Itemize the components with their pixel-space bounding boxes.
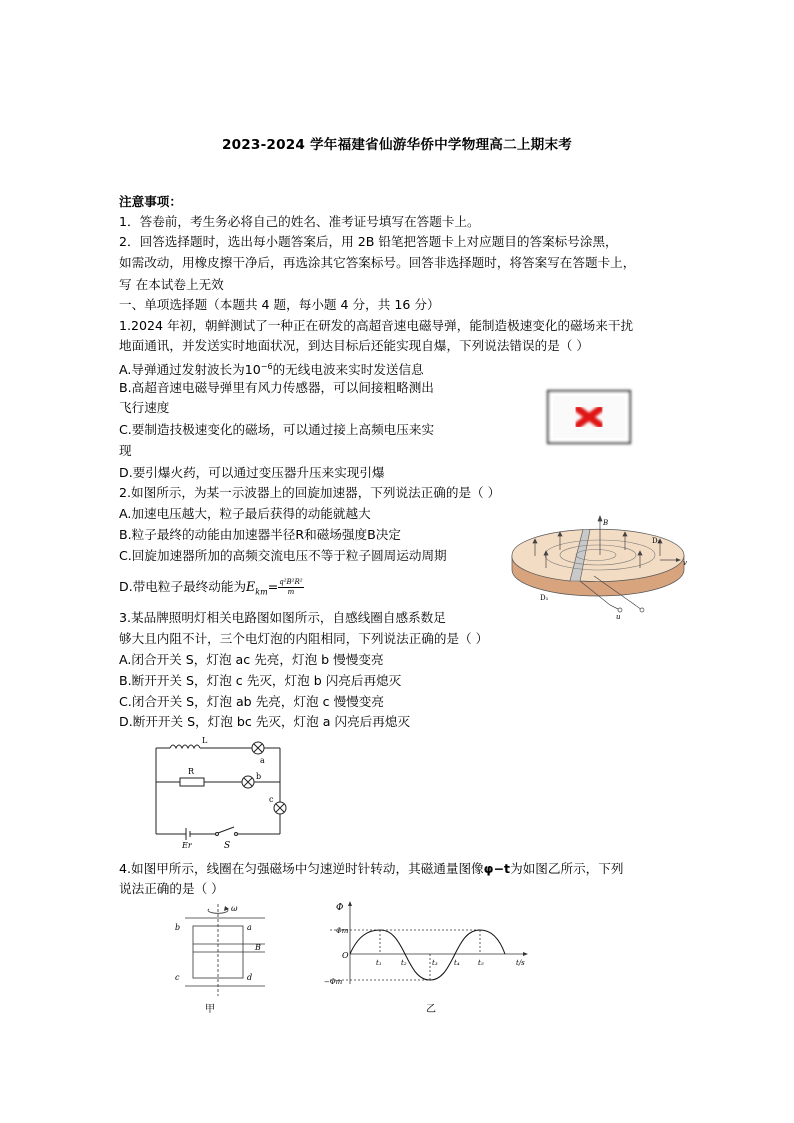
label-a-corner: a bbox=[247, 923, 252, 932]
q1-a-power: $10^{-6}$ bbox=[244, 362, 273, 378]
q1-option-d: D.要引爆火药，可以通过变压器升压来实现引爆 bbox=[119, 465, 385, 480]
label-neg-phi-m: −Φm bbox=[324, 978, 343, 986]
q3-option-a: A.闭合开关 S，灯泡 ac 先亮，灯泡 b 慢慢变亮 bbox=[119, 652, 384, 667]
label-L: L bbox=[202, 736, 208, 745]
q1-option-b-line-1: B.高超音速电磁导弹里有风力传感器，可以间接粗略测出 bbox=[119, 380, 434, 395]
label-t2: t₂ bbox=[401, 959, 407, 967]
label-v: v bbox=[683, 559, 687, 567]
label-D2: D₂ bbox=[652, 537, 661, 545]
broken-image-icon bbox=[545, 388, 633, 446]
section-heading: 一、单项选择题（本题共 4 题，每小题 4 分，共 16 分） bbox=[119, 297, 440, 312]
label-Er: Er bbox=[182, 841, 192, 850]
notice-item-2-line-3: 写 在本试卷上无效 bbox=[119, 277, 224, 292]
exam-title: 2023-2024 学年福建省仙游华侨中学物理高二上期末考 bbox=[221, 137, 573, 153]
circuit-figure bbox=[150, 736, 290, 851]
label-phi-m: Φm bbox=[336, 927, 349, 935]
q3-option-c: C.闭合开关 S，灯泡 ab 先亮，灯泡 c 慢慢变亮 bbox=[119, 694, 384, 709]
label-b-corner: b bbox=[175, 923, 181, 932]
label-t-axis: t/s bbox=[516, 959, 525, 967]
label-origin: O bbox=[342, 951, 349, 960]
label-d-corner: d bbox=[247, 973, 253, 982]
q3-option-b: B.断开开关 S，灯泡 c 先灭，灯泡 b 闪亮后再熄灭 bbox=[119, 673, 402, 688]
label-u: u bbox=[616, 613, 621, 621]
q3-stem-line-2: 够大且内阻不计，三个电灯泡的内阻相同，下列说法正确的是（ ） bbox=[119, 631, 489, 646]
kinetic-energy-fraction: $\frac{\text{q²B²R²}}{m}$ bbox=[279, 578, 303, 596]
q2-stem: 2.如图所示，为某一示波器上的回旋加速器，下列说法正确的是（ ） bbox=[119, 485, 501, 500]
q3-stem-line-1: 3.某品牌照明灯相关电路图如图所示，自感线圈自感系数足 bbox=[119, 610, 446, 625]
caption-jia: 甲 bbox=[205, 1004, 215, 1015]
label-t3: t₃ bbox=[432, 959, 438, 967]
q2-option-a: A.加速电压越大，粒子最后获得的动能就越大 bbox=[119, 506, 371, 521]
figure-jia bbox=[165, 900, 275, 1018]
label-a: a bbox=[260, 756, 265, 765]
caption-yi: 乙 bbox=[426, 1004, 436, 1015]
label-b: b bbox=[256, 772, 262, 781]
q1-option-c-line-2: 现 bbox=[119, 443, 132, 458]
q1-option-b-line-2: 飞行速度 bbox=[119, 400, 170, 415]
label-c: c bbox=[269, 795, 274, 804]
q4-stem-line-2: 说法正确的是（ ） bbox=[119, 881, 224, 896]
label-t5: t₅ bbox=[478, 959, 484, 967]
label-t4: t₄ bbox=[454, 959, 460, 967]
q4-stem-line-1: 4.如图甲所示，线圈在匀强磁场中匀速逆时针转动，其磁通量图像φ−t为如图乙所示，下列 bbox=[119, 861, 624, 876]
notice-heading: 注意事项： bbox=[119, 194, 182, 209]
label-B-field: B bbox=[255, 943, 261, 952]
q1-option-a: A.导弹通过发射波长为$10^{-6}$的无线电波来实时发送信息 bbox=[119, 362, 424, 378]
notice-item-1: 1．答卷前，考生务必将自己的姓名、准考证号填写在答题卡上。 bbox=[119, 214, 480, 229]
q2-option-d: D.带电粒子最终动能为$E_{km}=$ $\frac{\text{q²B²R²}}{m}$ bbox=[119, 578, 303, 597]
label-phi: Φ bbox=[336, 903, 344, 913]
q2-option-b: B.粒子最终的动能由加速器半径R和磁场强度B决定 bbox=[119, 527, 401, 542]
q1-option-c-line-1: C.要制造技极速变化的磁场，可以通过接上高频电压来实 bbox=[119, 422, 435, 437]
label-S: S bbox=[224, 841, 231, 851]
q3-option-d: D.断开开关 S，灯泡 bc 先灭，灯泡 a 闪亮后再熄灭 bbox=[119, 714, 411, 729]
label-B: B bbox=[603, 519, 609, 527]
label-c-corner: c bbox=[175, 973, 180, 982]
q1-stem-line-1: 1.2024 年初，朝鲜测试了一种正在研发的高超音速电磁导弹，能制造极速变化的磁场来干扰 bbox=[119, 318, 634, 333]
label-R: R bbox=[188, 767, 195, 776]
figure-yi bbox=[320, 900, 540, 1018]
label-D1: D₁ bbox=[540, 594, 549, 602]
notice-item-2-line-2: 如需改动，用橡皮擦干净后，再选涂其它答案标号。回答非选择题时，将答案写在答题卡上， bbox=[119, 255, 636, 270]
notice-item-2-line-1: 2．回答选择题时，选出每小题答案后，用 2B 铅笔把答题卡上对应题目的答案标号涂黑， bbox=[119, 234, 618, 249]
cyclotron-figure bbox=[500, 510, 690, 622]
label-omega: ω bbox=[231, 904, 238, 913]
label-t1: t₁ bbox=[376, 959, 382, 967]
q1-stem-line-2: 地面通讯，并发送实时地面状况，到达目标后还能实现自爆，下列说法错误的是（ ） bbox=[119, 338, 589, 353]
q2-option-c: C.回旋加速器所加的高频交流电压不等于粒子圆周运动周期 bbox=[119, 548, 447, 563]
